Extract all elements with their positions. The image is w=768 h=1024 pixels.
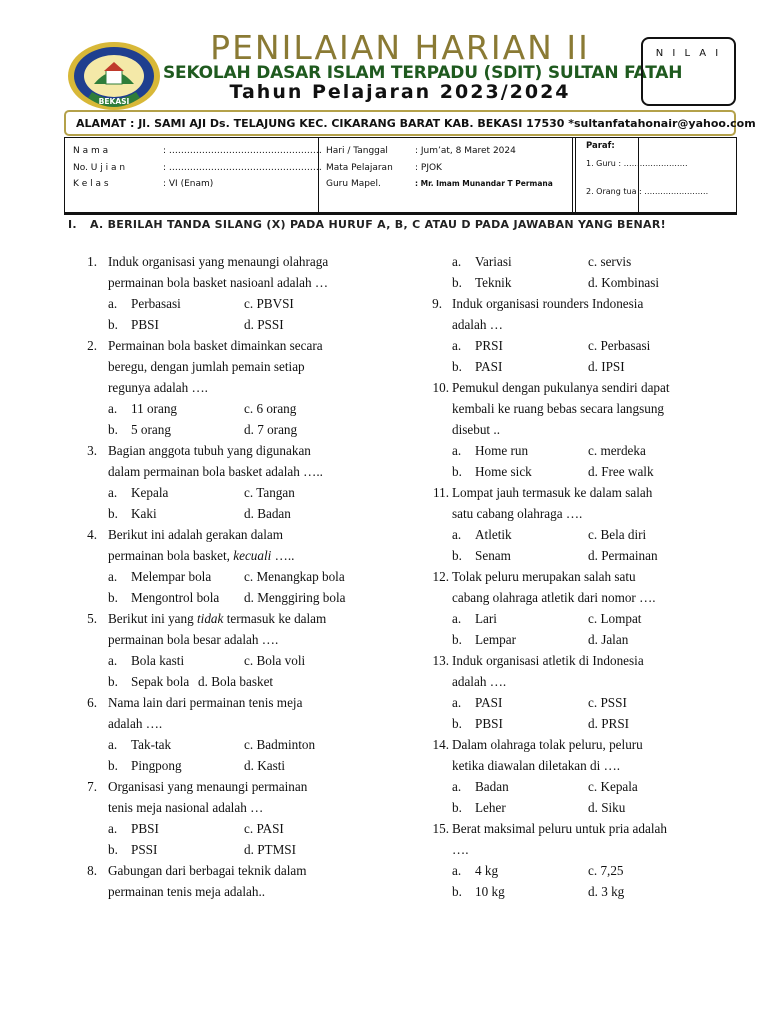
q2-option-a[interactable]: 11 orang [131, 401, 178, 416]
q14-option-a[interactable]: Badan [475, 779, 509, 794]
exam-number-label: No. U j i a n [73, 163, 126, 173]
q3-option-b[interactable]: Kaki [131, 506, 157, 521]
q9-option-a-letter[interactable]: a. [452, 338, 462, 353]
q4-text-end: ….. [274, 548, 295, 563]
q11-text: Lompat jauh termasuk ke dalam salah [452, 485, 653, 500]
q9-option-a[interactable]: PRSI [475, 338, 503, 353]
q12-option-d[interactable]: d. Jalan [588, 632, 629, 647]
q13-text: adalah …. [452, 674, 507, 689]
academic-year: Tahun Pelajaran 2023/2024 [229, 81, 571, 103]
q4-emphasis: kecuali [233, 548, 272, 563]
q9-option-d[interactable]: d. IPSI [588, 359, 625, 374]
q4-text-part: permainan bola basket, [108, 548, 230, 563]
q6-option-b-letter[interactable]: b. [108, 758, 118, 773]
subject-label: Mata Pelajaran [326, 163, 393, 173]
q5-text-part: Berikut ini yang [108, 611, 194, 626]
teacher-value: : Mr. Imam Munandar T Permana [415, 179, 553, 188]
q12-option-b-letter[interactable]: b. [452, 632, 462, 647]
q2-text: Permainan bola basket dimainkan secara [108, 338, 323, 353]
q2-option-b-letter[interactable]: b. [108, 422, 118, 437]
q6-option-a[interactable]: Tak-tak [131, 737, 172, 752]
q7-text: Organisasi yang menaungi permainan [108, 779, 308, 794]
q8-option-b[interactable]: Teknik [475, 275, 512, 290]
q7-number: 7. [87, 779, 97, 794]
q12-option-a[interactable]: Lari [475, 611, 497, 626]
q4-option-c[interactable]: c. Menangkap bola [244, 569, 345, 584]
q11-number: 11. [433, 485, 449, 500]
q2-number: 2. [87, 338, 97, 353]
section-instruction: A. BERILAH TANDA SILANG (X) PADA HURUF A, B, C ATAU D PADA JAWABAN YANG BENAR! [90, 218, 666, 231]
q3-text: dalam permainan bola basket adalah ….. [108, 464, 323, 479]
q8-option-d[interactable]: d. Kombinasi [588, 275, 660, 290]
q5-option-a-letter[interactable]: a. [108, 653, 118, 668]
q8-option-b-letter[interactable]: b. [452, 275, 462, 290]
school-name: SEKOLAH DASAR ISLAM TERPADU (SDIT) SULTAN FATAH [163, 63, 683, 83]
q11-option-d[interactable]: d. Permainan [588, 548, 658, 563]
q5-option-b-letter[interactable]: b. [108, 674, 118, 689]
q13-option-a-letter[interactable]: a. [452, 695, 462, 710]
q2-option-c[interactable]: c. 6 orang [244, 401, 297, 416]
q14-text: ketika diawalan diletakan di …. [452, 758, 621, 773]
q13-number: 13. [432, 653, 449, 668]
q12-option-b[interactable]: Lempar [475, 632, 517, 647]
q13-option-d[interactable]: d. PRSI [588, 716, 630, 731]
score-label: N I L A I [655, 48, 722, 59]
q10-text: kembali ke ruang bebas secara langsung [452, 401, 665, 416]
q11-option-a[interactable]: Atletik [475, 527, 512, 542]
q12-option-c[interactable]: c. Lompat [588, 611, 642, 626]
q15-option-b[interactable]: 10 kg [475, 884, 505, 899]
q4-option-b-letter[interactable]: b. [108, 590, 118, 605]
q3-text: Bagian anggota tubuh yang digunakan [108, 443, 311, 458]
q6-option-d[interactable]: d. Kasti [244, 758, 286, 773]
q2-option-b[interactable]: 5 orang [131, 422, 171, 437]
q12-text: Tolak peluru merupakan salah satu [452, 569, 636, 584]
paraf-guru[interactable]: 1. Guru : …………………… [586, 159, 688, 168]
exam-title: PENILAIAN HARIAN II [210, 28, 590, 67]
q10-number: 10. [432, 380, 449, 395]
school-address: ALAMAT : Jl. SAMI AJI Ds. TELAJUNG KEC. CIKARANG BARAT KAB. BEKASI 17530 *sultanfatahonair@yahoo.com [64, 110, 736, 136]
q2-text: regunya adalah …. [108, 380, 208, 395]
q5-text [108, 610, 326, 628]
q14-option-c[interactable]: c. Kepala [588, 779, 638, 794]
q6-option-a-letter[interactable]: a. [108, 737, 118, 752]
q13-text: Induk organisasi atletik di Indonesia [452, 653, 644, 668]
q12-option-a-letter[interactable]: a. [452, 611, 462, 626]
q14-option-b[interactable]: Leher [475, 800, 506, 815]
name-label: N a m a [73, 146, 109, 156]
q11-option-c[interactable]: c. Bela diri [588, 527, 647, 542]
q8-number: 8. [87, 863, 97, 878]
q2-option-d[interactable]: d. 7 orang [244, 422, 298, 437]
q5-text: permainan bola besar adalah …. [108, 632, 279, 647]
paraf-ortu[interactable]: 2. Orang tua : …………………… [586, 187, 709, 196]
q14-option-d[interactable]: d. Siku [588, 800, 626, 815]
class-label: K e l a s [73, 179, 109, 189]
q6-option-b[interactable]: Pingpong [131, 758, 182, 773]
q10-text: disebut .. [452, 422, 500, 437]
q9-number: 9. [432, 296, 442, 311]
q14-option-a-letter[interactable]: a. [452, 779, 462, 794]
q12-number: 12. [432, 569, 449, 584]
q5-emphasis: tidak [197, 611, 224, 626]
q5-option-d[interactable]: d. Bola basket [198, 674, 274, 689]
q1-text: permainan bola basket nasioanl adalah … [108, 275, 329, 290]
q8-text: Gabungan dari berbagai teknik dalam [108, 863, 307, 878]
q10-option-b[interactable]: Home sick [475, 464, 532, 479]
q3-option-c[interactable]: c. Tangan [244, 485, 295, 500]
q1-number: 1. [87, 254, 97, 269]
q7-text: tenis meja nasional adalah … [108, 800, 264, 815]
q10-option-b-letter[interactable]: b. [452, 464, 462, 479]
section-heading [68, 219, 678, 231]
exam-number-field[interactable]: : …………………………………………… [163, 163, 322, 173]
q9-text: Induk organisasi rounders Indonesia [452, 296, 644, 311]
q6-text: adalah …. [108, 716, 163, 731]
q7-option-b-letter[interactable]: b. [108, 842, 118, 857]
q14-number: 14. [432, 737, 449, 752]
subject-value: : PJOK [415, 163, 442, 173]
q5-text-end: termasuk ke dalam [226, 611, 327, 626]
q8-text: permainan tenis meja adalah.. [108, 884, 266, 899]
q15-option-a[interactable]: 4 kg [475, 863, 499, 878]
q13-option-b-letter[interactable]: b. [452, 716, 462, 731]
q5-option-a[interactable]: Bola kasti [131, 653, 185, 668]
q1-option-b-letter[interactable]: b. [108, 317, 118, 332]
q15-option-b-letter[interactable]: b. [452, 884, 462, 899]
q9-option-c[interactable]: c. Perbasasi [588, 338, 651, 353]
q6-text: Nama lain dari permainan tenis meja [108, 695, 303, 710]
q3-option-b-letter[interactable]: b. [108, 506, 118, 521]
q2-option-a-letter[interactable]: a. [108, 401, 118, 416]
q3-option-a-letter[interactable]: a. [108, 485, 118, 500]
q8-option-a-letter[interactable]: a. [452, 254, 462, 269]
q1-option-b[interactable]: PBSI [131, 317, 159, 332]
section-number: I. [68, 218, 77, 231]
class-value: : VI (Enam) [163, 179, 214, 189]
q13-option-a[interactable]: PASI [475, 695, 503, 710]
q8-option-c[interactable]: c. servis [588, 254, 632, 269]
q5-option-b[interactable]: Sepak bola [131, 674, 190, 689]
q12-text: cabang olahraga atletik dari nomor …. [452, 590, 656, 605]
q3-option-d[interactable]: d. Badan [244, 506, 291, 521]
q7-option-a-letter[interactable]: a. [108, 821, 118, 836]
q3-option-a[interactable]: Kepala [131, 485, 169, 500]
q4-option-d[interactable]: d. Menggiring bola [244, 590, 346, 605]
q1-option-c[interactable]: c. PBVSI [244, 296, 294, 311]
q10-option-c[interactable]: c. merdeka [588, 443, 646, 458]
q1-text: Induk organisasi yang menaungi olahraga [108, 254, 329, 269]
paraf-title: Paraf: [586, 141, 615, 151]
q10-option-d[interactable]: d. Free walk [588, 464, 654, 479]
q4-text: Berikut ini adalah gerakan dalam [108, 527, 284, 542]
q4-option-a-letter[interactable]: a. [108, 569, 118, 584]
q5-number: 5. [87, 611, 97, 626]
q11-text: satu cabang olahraga …. [452, 506, 583, 521]
q14-text: Dalam olahraga tolak peluru, peluru [452, 737, 643, 752]
q4-text [108, 547, 294, 565]
q15-text: …. [452, 842, 469, 857]
q11-option-a-letter[interactable]: a. [452, 527, 462, 542]
school-logo [66, 40, 162, 116]
q7-option-d[interactable]: d. PTMSI [244, 842, 297, 857]
q4-number: 4. [87, 527, 97, 542]
q8-option-a[interactable]: Variasi [475, 254, 512, 269]
score-box[interactable] [641, 37, 736, 106]
q7-option-a[interactable]: PBSI [131, 821, 159, 836]
q10-option-a[interactable]: Home run [475, 443, 529, 458]
q7-option-b[interactable]: PSSI [131, 842, 158, 857]
name-field[interactable]: : …………………………………………… [163, 146, 322, 156]
q9-option-b[interactable]: PASI [475, 359, 503, 374]
date-label: Hari / Tanggal [326, 146, 388, 156]
q11-option-b-letter[interactable]: b. [452, 548, 462, 563]
q9-option-b-letter[interactable]: b. [452, 359, 462, 374]
q4-option-b[interactable]: Mengontrol bola [131, 590, 220, 605]
q2-text: beregu, dengan jumlah pemain setiap [108, 359, 305, 374]
q9-text: adalah … [452, 317, 503, 332]
q6-number: 6. [87, 695, 97, 710]
date-value: : Jum’at, 8 Maret 2024 [415, 146, 516, 156]
q14-option-b-letter[interactable]: b. [452, 800, 462, 815]
q5-option-c[interactable]: c. Bola voli [244, 653, 306, 668]
q13-option-c[interactable]: c. PSSI [588, 695, 627, 710]
teacher-label: Guru Mapel. [326, 179, 381, 189]
student-info-table [64, 137, 737, 215]
logo-ribbon-text: BEKASI [98, 97, 130, 106]
q6-option-c[interactable]: c. Badminton [244, 737, 316, 752]
q4-option-a[interactable]: Melempar bola [131, 569, 212, 584]
q15-option-a-letter[interactable]: a. [452, 863, 462, 878]
q7-option-c[interactable]: c. PASI [244, 821, 284, 836]
q13-option-b[interactable]: PBSI [475, 716, 503, 731]
q11-option-b[interactable]: Senam [475, 548, 511, 563]
q15-number: 15. [432, 821, 449, 836]
q10-text: Pemukul dengan pukulanya sendiri dapat [452, 380, 670, 395]
q1-option-a-letter[interactable]: a. [108, 296, 118, 311]
q15-option-d[interactable]: d. 3 kg [588, 884, 625, 899]
q15-text: Berat maksimal peluru untuk pria adalah [452, 821, 667, 836]
q15-option-c[interactable]: c. 7,25 [588, 863, 624, 878]
q3-number: 3. [87, 443, 97, 458]
q1-option-d[interactable]: d. PSSI [244, 317, 284, 332]
q10-option-a-letter[interactable]: a. [452, 443, 462, 458]
q1-option-a[interactable]: Perbasasi [131, 296, 181, 311]
